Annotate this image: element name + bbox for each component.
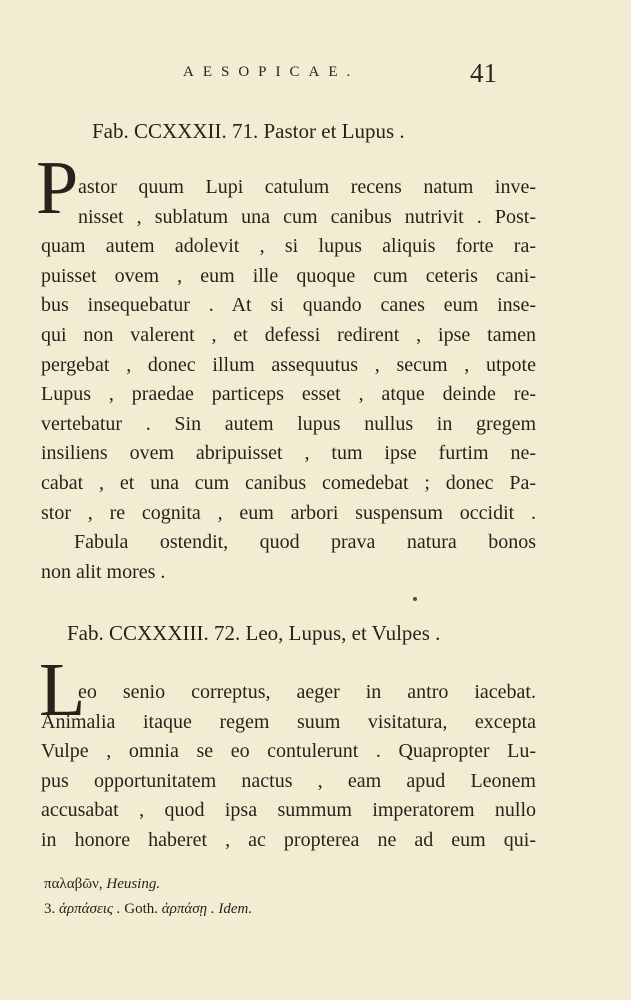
- text-line: Lupus , praedae particeps esset , atque deinde re-: [41, 383, 536, 406]
- text-line: Animalia itaque regem suum visitatura, excepta: [41, 710, 536, 733]
- footnotes: [44, 872, 252, 922]
- text-line: Vulpe , omnia se eo contulerunt . Quapropter Lu-: [41, 740, 536, 763]
- text-line: vertebatur . Sin autem lupus nullus in gregem: [41, 412, 536, 435]
- text-line: in honore haberet , ac propterea ne ad eum qui-: [41, 828, 536, 851]
- text-line: pus opportunitatem nactus , eam apud Leonem: [41, 769, 536, 792]
- fable-232-initial: P: [36, 146, 79, 230]
- moral-line: Fabula ostendit, quod prava natura bonos: [74, 531, 536, 554]
- text-line: insiliens ovem abripuisset , tum ipse furtim ne-: [41, 442, 536, 465]
- text-line: eo senio correptus, aeger in antro iacebat.: [78, 681, 536, 703]
- text-line: accusabat , quod ipsa summum imperatorem nullo: [41, 799, 536, 822]
- text-line: quam autem adolevit , si lupus aliquis forte ra-: [41, 235, 536, 258]
- fable-232-title: Fab. CCXXXII. 71. Pastor et Lupus .: [92, 119, 405, 143]
- fable-233-initial: L: [39, 648, 86, 732]
- text-line: cabat , et una cum canibus comedebat ; donec Pa-: [41, 471, 536, 494]
- footnote-greek: ἁρπάσῃ .: [161, 901, 215, 917]
- fable-233-text: [41, 678, 536, 856]
- footnote-1: [44, 872, 252, 897]
- footnote-source: Goth.: [124, 901, 159, 917]
- fable-232-text: [41, 173, 536, 587]
- ornament-dot: [413, 597, 417, 601]
- text-line: qui non valerent , et defessi redirent , ipse tamen: [41, 323, 536, 346]
- text-line: pergebat , donec illum assequutus , secum , utpote: [41, 353, 536, 376]
- footnote-number: 3.: [44, 901, 56, 917]
- fable-233-title: Fab. CCXXXIII. 72. Leo, Lupus, et Vulpes .: [67, 621, 441, 645]
- text-line: stor , re cognita , eum arbori suspensum occidit .: [41, 501, 536, 524]
- text-line: nisset , sublatum una cum canibus nutrivit . Post-: [78, 205, 536, 228]
- running-head: [0, 58, 631, 90]
- text-line: bus insequebatur . At si quando canes eum inse-: [41, 294, 536, 317]
- footnote-3: [44, 897, 252, 922]
- text-line: astor quum Lupi catulum recens natum inve-: [78, 176, 536, 198]
- text-line: puisset ovem , eum ille quoque cum ceteris cani-: [41, 264, 536, 287]
- footnote-greek: ἁρπάσεις .: [59, 901, 121, 917]
- page-number: 41: [470, 58, 497, 88]
- footnote-source: Idem.: [218, 901, 253, 917]
- footnote-source: Heusing.: [106, 876, 161, 892]
- footnote-greek: παλαβῶν,: [44, 876, 103, 892]
- running-head-title: AESOPICAE.: [183, 64, 360, 80]
- moral-line: non alit mores .: [41, 560, 166, 583]
